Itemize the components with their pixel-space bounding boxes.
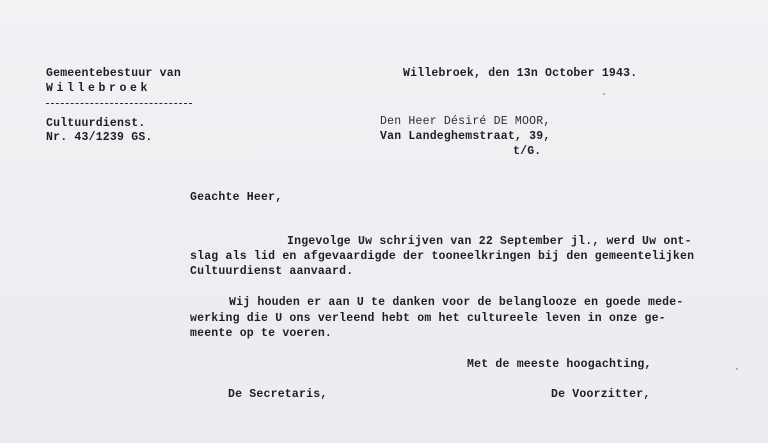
sender-divider bbox=[46, 103, 192, 104]
paragraph1-line3: Cultuurdienst aanvaard. bbox=[190, 265, 354, 278]
closing: Met de meeste hoogachting, bbox=[467, 358, 652, 371]
paragraph2-line3: meente op te voeren. bbox=[190, 327, 333, 340]
recipient-street: Van Landeghemstraat, 39, bbox=[380, 130, 551, 143]
paragraph1-line2: slag als lid en afgevaardigde der tooneelkringen bij den gemeentelijken bbox=[190, 250, 695, 263]
signature-secretary: De Secretaris, bbox=[228, 388, 328, 401]
salutation: Geachte Heer, bbox=[190, 191, 283, 204]
sender-line2: Willebroek bbox=[46, 82, 152, 95]
paragraph2-line2: werking die U ons verleend hebt om het cultureele leven in onze ge- bbox=[190, 312, 666, 325]
paragraph2-line1: Wij houden er aan U te danken voor de belanglooze en goede mede- bbox=[229, 296, 684, 309]
place-date: Willebroek, den 13n October 1943. bbox=[403, 67, 638, 80]
sender-line1: Gemeentebestuur van bbox=[46, 67, 181, 80]
paragraph1-line1: Ingevolge Uw schrijven van 22 September jl., werd Uw ont- bbox=[287, 235, 692, 248]
signature-chairman: De Voorzitter, bbox=[551, 388, 651, 401]
scan-speck bbox=[603, 93, 605, 95]
sender-department: Cultuurdienst. bbox=[46, 117, 146, 130]
scan-speck bbox=[736, 368, 738, 370]
recipient-name: Den Heer Désiré DE MOOR, bbox=[380, 115, 551, 128]
recipient-care-of: t/G. bbox=[513, 145, 542, 158]
sender-reference: Nr. 43/1239 GS. bbox=[46, 131, 153, 144]
